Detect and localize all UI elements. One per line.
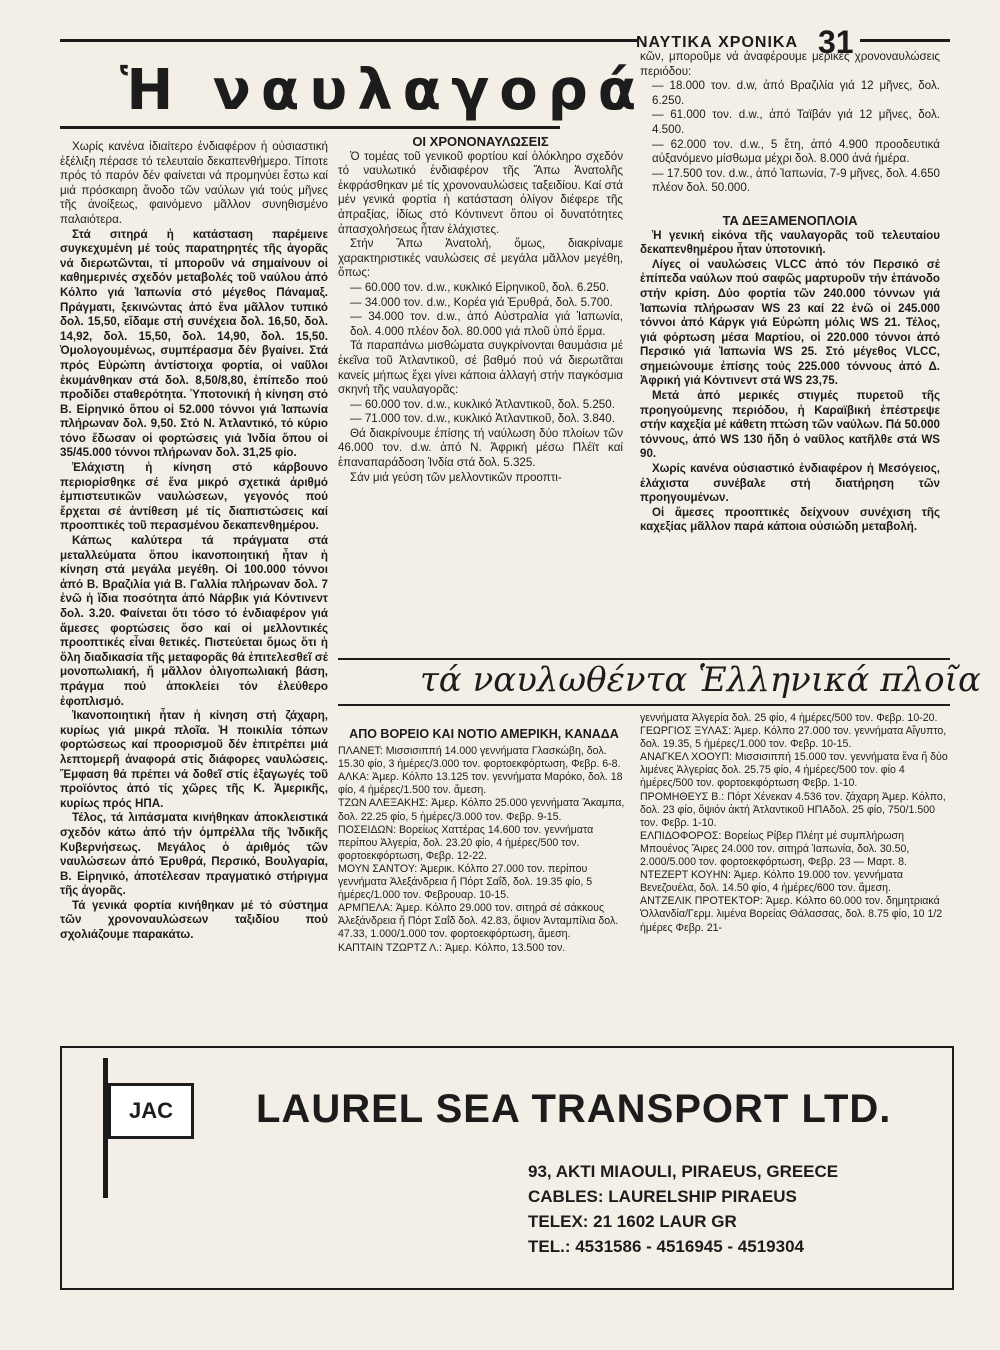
ship-entry: ΝΤΕΖΕΡΤ ΚΟΥΗΝ: Ἀμερ. Κόλπο 19.000 τον. γεννήματα Βενεζουέλα, δολ. 14.50 φίο, 4 ἡμέρες/600 τον. ἄμεση.: [640, 869, 903, 895]
ship-entry: ΑΡΜΠΕΛΑ: Ἀμερ. Κόλπο 29.000 τον. σιτηρά σέ σάκκους Ἀλεξάνδρεια ἤ Πόρτ Σαΐδ δολ. 42.83, ὄψιον Ἀνταμπίλια δολ. 47.33, 1.000/1.000 τον. φορτοεκφόρτωση, ἄμεση.: [338, 902, 619, 941]
paragraph: κῶν, μποροῦμε νά ἀναφέρουμε μερικές χρονοναυλώσεις περιόδου:: [640, 50, 940, 78]
list-item: — 62.000 τον. d.w., 5 ἔτη, ἀπό 4.900 προοδευτικά αὐξανόμενο μίσθωμα μέχρι δολ. 8.000 ἀνά ἡμέρα.: [652, 137, 940, 166]
paragraph: Ἡ γενική εἰκόνα τῆς ναυλαγορᾶς τοῦ τελευταίου δεκαπενθημέρου ἦταν ὑποτονική.: [640, 228, 940, 257]
paragraph: Σάν μιά γεύση τῶν μελλοντικῶν προοπτι-: [350, 470, 562, 484]
company-flag-logo: [108, 1083, 194, 1139]
page-number: 31: [818, 24, 854, 60]
ship-entry: ΑΝΤΖΕΛΙΚ ΠΡΟΤΕΚΤΟΡ: Ἀμερ. Κόλπο 60.000 τον. δημητριακά Ὁλλανδία/Γερμ. λιμένα Βορείας Θάλασσας, δολ. 8.75 φίο, 10 1/2 ἡμέρες Φεβρ. 21-: [640, 895, 943, 934]
ships-list-right: [640, 712, 950, 935]
ad-cables: CABLES: LAURELSHIP PIRAEUS: [528, 1187, 797, 1206]
column-3: [640, 50, 940, 535]
ship-entry: ΠΛΑΝΕΤ: Μισσισιππή 14.000 γεννήματα Γλασκώβη, δολ. 15.30 φίο, 3 ἡμέρες/3.000 τον. φορτοεκφόρτωση, Φεβρ. 6-8.: [338, 745, 621, 771]
paragraph: Χωρίς κανένα οὐσιαστικό ἐνδιαφέρον ἡ Μεσόγειος, ἐλάχιστα συνέβαλε στή διατήρηση τῶν προηγουμένων.: [640, 462, 940, 505]
header-rule: [60, 39, 638, 42]
ship-entry: ΑΝΑΓΚΕΛ ΧΟΟΥΠ: Μισσισιππή 15.000 τον. γεννήματα ἕνα ἤ δύο λιμένες Ἀλγερίας δολ. 25.75 φίο, 4 ἡμέρες/500 τον. φίο 4 ἡμέρες/500 τον. φορτοεκφόρτωση Φεβρ. 1-10.: [640, 751, 948, 790]
header-rule-right: [860, 39, 950, 42]
paragraph: Ὁ τομέας τοῦ γενικοῦ φορτίου καί ὁλόκληρο σχεδόν τό ναυλωτικό ἐνδιαφέρον τῆς Ἄπω Ἀνατολῆς ἐκφράσθηκαν μέ τίς χρονοναυλώσεις ταξειδίου. Καί στά μέν γενικά φορτία ἡ κατάσταση ὀλίγον διέφερε τῆς ἀπραξίας, ἰδίως στό Κόντινεντ ὅπου οἱ δυνατότητες ἀπασχολήσεως ἦταν ἐλάχιστες.: [338, 149, 623, 236]
article-title: Ἡ ναυλαγορά: [120, 58, 647, 123]
list-item: — 18.000 τον. d.w, ἀπό Βραζιλία γιά 12 μῆνες, δολ. 6.250.: [652, 79, 940, 107]
paragraph: Στήν Ἄπω Ἀνατολή, ὅμως, διακρίναμε χαρακτηριστικές ναυλώσεις σέ μεγάλα μᾶλλον μεγέθη, ὅπως:: [338, 237, 623, 280]
flag-text: JAC: [128, 1098, 173, 1123]
paragraph: Χωρίς κανένα ἰδιαίτερο ἐνδιαφέρον ἡ οὐσιαστική ἐξέλιξη πέρασε τό τελευταίο δεκαπενθήμερο. Τίποτε πρός τό παρόν δέν φαίνεται νά προμηνύει ἔστω καί μιά πρόσκαιρη ἄνοδο τῶν ναύλων γιά τούς μῆνες τῆς ἀνοίξεως, φαινόμενο μᾶλλον συνηθισμένο παλαιότερα.: [60, 140, 328, 226]
ship-entry: ΓΕΩΡΓΙΟΣ ΞΥΛΑΣ: Ἀμερ. Κόλπο 27.000 τον. γεννήματα Αἴγυπτο, δολ. 19.35, 5 ἡμέρες/1.000 τον. Φεβρ. 10-15.: [640, 725, 947, 751]
list-item: — 60.000 τον. d.w., κυκλικό Εἰρηνικοῦ, δολ. 6.250.: [350, 280, 610, 294]
paragraph: Τέλος, τά λιπάσματα κινήθηκαν ἀποκλειστικά σχεδόν κάτω ἀπό τήν ὀμπρέλλα τῆς Ἰνδικῆς Κυβερνήσεως. Μεγάλος ὁ ἀριθμός τῶν ναυλώσεων ἀπό Ἐρυθρά, Περσικό, Βουλγαρία, Β. Εἰρηνικό, ἀποτέλεσαν πραγματικό στήριγμα τῆς ἀγορᾶς.: [60, 811, 328, 898]
paragraph: Ἱκανοποιητική ἦταν ἡ κίνηση στή ζάχαρη, κυρίως γιά μικρά πλοῖα. Ἡ ποικιλία τόπων φορτώσεως καί προορισμοῦ δέν ἐπιτρέπει μιά λεπτομερῆ ἀναφορά στίς διάφορες ναυλώσεις. Ἔμφαση θά πρέπει νά δοθεῖ στίς ἐξαγωγές τοῦ προϊόντος ἀπό τίς χῶρες τῆς Κ. Ἀμερικῆς, κυρίως πρός ΗΠΑ.: [60, 709, 328, 810]
paragraph: Μετά ἀπό μερικές στιγμές πυρετοῦ τῆς προηγούμενης περιόδου, ἡ Καραϊβική ἐπέστρεψε στήν καχεξία μέ κάθετη πτώση τῶν ναύλων. Πά 50.000 τόννους, ἀπό WS 130 ἤδη ὁ ναῦλος κατῆλθε στά WS 90.: [640, 389, 940, 461]
list-item: — 61.000 τον. d.w., ἀπό Ταϊβάν γιά 12 μῆνες, δολ. 4.500.: [652, 108, 940, 136]
running-head: ΝΑΥΤΙΚΑ ΧΡΟΝΙΚΑ: [636, 34, 798, 51]
paragraph: Τά παραπάνω μισθώματα συγκρίνονται θαυμάσια μέ ἐκεῖνα τοῦ Ἀτλαντικοῦ, σέ βαθμό πού νά διερωτᾶται κανείς μήπως ἔχει γίνει κάποια ἀλλαγή στήν παγκόσμια σκηνή τῆς ναυλαγορᾶς:: [338, 339, 623, 397]
ships-list-left: [338, 728, 630, 955]
paragraph: Θά διακρίνουμε ἐπίσης τή ναύλωση δύο πλοίων τῶν 46.000 τον. d.w. ἀπό Ν. Ἀφρική μέσω Πλέϊτ καί ἐπαναπαράδοση Ἰνδία στά δολ. 5.325.: [338, 426, 623, 470]
paragraph: Ἐλάχιστη ἡ κίνηση στό κάρβουνο περιορίσθηκε σέ ἕνα μικρό σχετικά ἀριθμό ἐμπιστευτικῶν ναυλώσεων, γεγονός πού ἔρχεται σέ ἀντίθεση μέ τίς διαπιστώσεις καί προοπτικές τοῦ περασμένου δεκαπενθημέρου.: [60, 461, 328, 533]
list-item: — 17.500 τον. d.w., ἀπό Ἰαπωνία, 7-9 μῆνες, δολ. 4.650 πλέον δολ. 50.000.: [652, 166, 940, 195]
section-heading: ΟΙ ΧΡΟΝΟΝΑΥΛΩΣΕΙΣ: [412, 134, 549, 149]
paragraph: Οἱ ἄμεσες προοπτικές δείχνουν συνέχιση τῆς καχεξίας μᾶλλον παρά κάποια οὐσιώδη μεταβολή.: [640, 505, 940, 534]
ship-entry: ΠΡΟΜΗΘΕΥΣ Β.: Πόρτ Χένεκαν 4.536 τον. ζάχαρη Ἀμερ. Κόλπο, δολ. 23 φίο, ὄψιόν ἀκτή Ἀτλαντικοῦ ΗΠΑδολ. 25 φίο, 750/1.500 τον. Φεβρ. 1-10.: [640, 790, 946, 829]
list-item: — 60.000 τον. d.w., κυκλικό Ἀτλαντικοῦ, δολ. 5.250.: [350, 397, 615, 411]
ad-company-name: LAUREL SEA TRANSPORT LTD.: [256, 1087, 892, 1131]
paragraph: Κάπως καλύτερα τά πράγματα στά μεταλλεύματα ὅπου ἱκανοποιητική ἦταν ἡ κίνηση στά μεγάλα μεγέθη. Οἱ 100.000 τόννοι ἀπό Β. Βραζιλία γιά Β. Γαλλία πλήρωναν δολ. 7 ἐνῶ ἡ ἴδια ποσότητα ἀπό Νάρβικ γιά Κόντινεντ δολ. 3.20. Φαίνεται ὅτι τόσο τό ἐνδιαφέρον γιά ἄμεσες φορτώσεις ὅσο καί οἱ μελλοντικές προοπτικές εἶναι θετικές. Πιστεύεται ὅμως ὅτι ἡ ὅλη διαδικασία τῆς μεταφορᾶς θά ἐπιτελεσθεῖ σέ μονοπωλιακή, ἤ μᾶλλον ὀλιγοπωλιακή βάση, πράγμα πού ἀποκλείει τόν ἐλεύθερο ἐφοπλισμό.: [60, 534, 328, 708]
paragraph: Τά γενικά φορτία κινήθηκαν μέ τό σύστημα τῶν χρονοναυλώσεων ταξιδίου πού σχολιάζουμε παρακάτω.: [60, 898, 328, 942]
list-item: — 71.000 τον. d.w., κυκλικό Ἀτλαντικοῦ, δολ. 3.840.: [350, 412, 615, 426]
ship-entry: γεννήματα Ἀλγερία δολ. 25 φίο, 4 ἡμέρες/500 τον. Φεβρ. 10-20.: [640, 712, 938, 724]
column-2: [338, 135, 623, 485]
ships-section-title: τά ναυλωθέντα Ἑλληνικά πλοῖα: [420, 660, 981, 700]
ship-entry: ΜΟΥΝ ΣΑΝΤΟΥ: Ἀμερικ. Κόλπο 27.000 τον. περίπου γεννήματα Ἀλεξάνδρεια ἤ Πόρτ Σαΐδ, δολ. 19.35 φίο, 5 ἡμέρες/1.000 τον. Φεβρουαρ. 10-15.: [338, 862, 593, 902]
list-item: — 34.000 τον. d.w., Κορέα γιά Ἐρυθρά, δολ. 5.700.: [350, 295, 613, 309]
paragraph: Λίγες οἱ ναυλώσεις VLCC ἀπό τόν Περσικό σέ ἐπίπεδα ναύλων πού σαφῶς μαρτυροῦν τήν ἐπάνοδο στήν κρίση. Δύο φορτία τῶν 240.000 τόννων γιά Ἰαπωνία πλήρωσαν WS 23 καί 22 ἐνῶ οἱ 245.000 τόννοι ἀπό Κάργκ γιά Εὐρώπη μόλις WS 21. Τέλος, γιά φόρτωση μέσα Μαρτίου, οἱ 220.000 τόννοι ἀπό Περσικό γιά Ἰαπωνία WS 25. Στό μέγεθος VLCC, σημειώνουμε ἐπίσης τούς 225.000 τόννους ἀπό Δ. Ἀφρική γιά Κόντινεντ στά WS 23,75.: [640, 257, 940, 388]
title-rule: [60, 126, 560, 129]
ad-tel: TEL.: 4531586 - 4516945 - 4519304: [528, 1237, 804, 1256]
column-1: [60, 140, 328, 943]
ship-entry: ΠΟΣΕΙΔΩΝ: Βορείως Χαττέρας 14.600 τον. γεννήματα περίπου Ἀλγερία, δολ. 23.20 φίο, 4 ἡμέρες/500 τον. φορτοεκφόρτωση, Φεβρ. 12-22.: [338, 823, 594, 862]
ad-telex: TELEX: 21 1602 LAUR GR: [528, 1212, 737, 1231]
paragraph: Στά σιτηρά ἡ κατάσταση παρέμεινε συγκεχυμένη μέ τούς παρατηρητές τῆς ἀγορᾶς νά διερωτῶνται, τί μποροῦν νά σημαίνουν οἱ καθημερινές σχεδόν μεταβολές τοῦ ναύλου ἀπό Κόλπο γιά Ἰαπωνία στό μέγεθος Πάναμαξ. Πράγματι, ξεκινώντας ἀπό ἕνα μᾶλλον τυπικό δολ. 15,50, εἴδαμε στή συνέχεια δολ. 16,50, δολ. 14,92, δολ. 15,50, δολ. 14,90, δολ. 15,50. Ὁμολογουμένως, συμπέρασμα δέν βγαίνει. Στά πρός Εὐρώπη ἀντίστοιχα φορτία, οἱ ναῦλοι ἐκυμάνθηκαν στά δολ. 8,50/8,80, ἐπίπεδο πού προδίδει σταθερότητα. Ὑποτονική ἡ κίνηση στό Β. Εἰρηνικό ὅπου οἱ 52.000 τόννοι γιά Ἰαπωνία πλήρωναν δολ. 9,50. Στό Ν. Ἀτλαντικό, τό κύριο τόνο ἔδωσαν οἱ φορτώσεις γιά Ἰνδία ὅπου οἱ 35/45.000 τόννοι πλήρωναν δολ. 31,25 φίο.: [60, 227, 328, 460]
ship-entry: ΕΛΠΙΔΟΦΟΡΟΣ: Βορείως Ρίβερ Πλέητ μέ συμπλήρωση Μπουένος Ἄιρες 24.000 τον. σιτηρά Ἰαπωνία, δολ. 30.50, 2.000/5.000 τον. φορτοεκφόρτωση, Φεβρ. 23 — Μαρτ. 8.: [640, 829, 910, 869]
ships-region-heading: ΑΠΟ ΒΟΡΕΙΟ ΚΑΙ ΝΟΤΙΟ ΑΜΕΡΙΚΗ, ΚΑΝΑΔΑ: [349, 727, 619, 741]
ship-entry: ΚΑΠΤΑΙΝ ΤΖΩΡΤΖ Λ.: Ἀμερ. Κόλπο, 13.500 τον.: [338, 941, 566, 954]
ad-address: 93, AKTI MIAOULI, PIRAEUS, GREECE: [528, 1162, 839, 1181]
ship-entry: ΤΖΩΝ ΑΛΕΞΑΚΗΣ: Ἀμερ. Κόλπο 25.000 γεννήματα Ἄκαμπα, δολ. 22.25 φίο, 5 ἡμέρες/3.000 τον. Φεβρ. 9-15.: [338, 797, 625, 823]
list-item: — 34.000 τον. d.w., ἀπό Αὐστραλία γιά Ἰαπωνία, δολ. 4.000 πλέον δολ. 80.000 γιά πλοῦ ὑπό ἕρμα.: [350, 310, 623, 338]
ship-entry: ΑΛΚΑ: Ἀμερ. Κόλπο 13.125 τον. γεννήματα Μαρόκο, δολ. 18 φίο, 4 ἡμέρες/1.500 τον. ἄμεση.: [338, 771, 623, 797]
section-heading: ΤΑ ΔΕΞΑΜΕΝΟΠΛΟΙΑ: [722, 212, 858, 228]
